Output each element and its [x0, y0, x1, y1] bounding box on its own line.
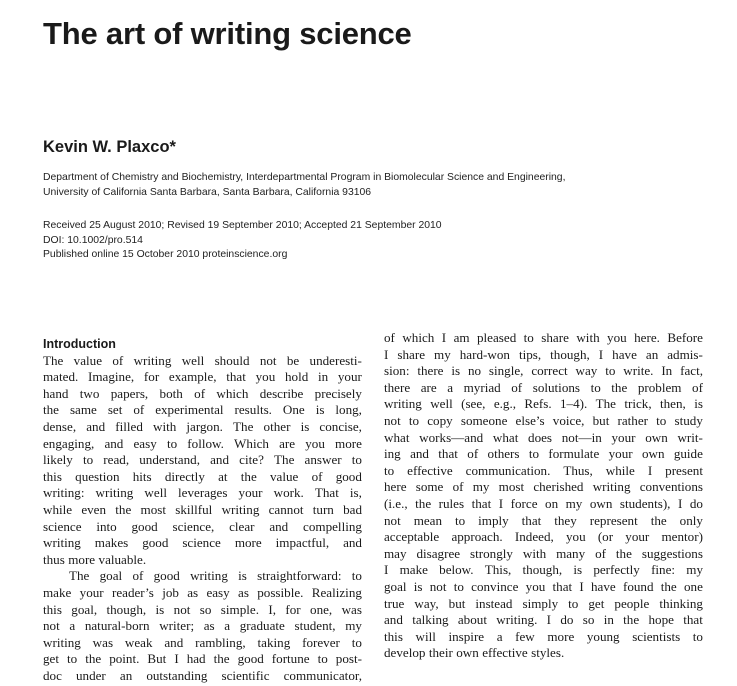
text-line: writing: writing well leverages your work. That is, [43, 485, 362, 501]
text-line: likely to read, understand, and cite? The answer to [43, 452, 362, 468]
text-line: mated. Imagine, for example, that you hold in your [43, 369, 362, 385]
article-title: The art of writing science [43, 16, 412, 51]
author-name: Kevin W. Plaxco* [43, 138, 176, 156]
affiliation [43, 171, 565, 200]
text-line: not to copy someone else’s voice, but rather to study [384, 412, 703, 428]
text-line: I share my hard-won tips, though, I have an admis- [384, 346, 703, 362]
text-line: thus more valuable. [43, 551, 147, 567]
right-column [384, 330, 703, 662]
text-line: writing makes good science more impactful, and [43, 535, 362, 551]
text-line: The value of writing well should not be underesti- [43, 352, 362, 368]
text-line: dense, and filled with jargon. The other is concise, [43, 418, 362, 434]
left-column-body [43, 353, 362, 685]
text-line: what works—and what does not—in your own writ- [384, 429, 703, 445]
doi[interactable]: DOI: 10.1002/pro.514 [43, 234, 143, 246]
text-line: this goal, though, is not so simple. I, for one, was [43, 601, 362, 617]
text-line: not a natural-born writer; as a graduate student, my [43, 618, 362, 634]
text-line: of which I am pleased to share with you here. Before [384, 330, 703, 345]
text-line: writing was weak and rambling, taking forever to [43, 634, 362, 650]
text-line: science into good science, clear and compelling [43, 518, 362, 534]
text-line: hand two papers, both of which describe precisely [43, 385, 362, 401]
text-line: the same set of experimental results. One is long, [43, 402, 362, 418]
text-line: true way, but instead simply to get people thinking [384, 595, 703, 611]
text-line: ing and that of others to formulate your own guide [384, 446, 703, 462]
text-line: not mean to imply that they represent the only [384, 512, 703, 528]
text-line: develop their own effective styles. [384, 645, 565, 661]
published-online: Published online 15 October 2010 proteinscience.org [43, 249, 288, 260]
text-line: get to the point. But I had the good fortune to post- [43, 651, 362, 667]
text-line: this will inspire a few more young scientists to [384, 628, 703, 644]
affiliation-line: University of California Santa Barbara, Santa Barbara, California 93106 [43, 186, 372, 198]
right-column-body [384, 330, 703, 662]
section-heading: Introduction [43, 337, 116, 351]
text-line: The goal of good writing is straightforward: to [69, 568, 362, 584]
received-dates: Received 25 August 2010; Revised 19 September 2010; Accepted 21 September 2010 [43, 220, 442, 231]
text-line: make your reader’s job as easy as possible. Realizing [43, 584, 362, 600]
text-line: engaging, and easy to follow. Which are you more [43, 435, 362, 451]
text-line: writing well (see, e.g., Refs. 1–4). The trick, then, is [384, 396, 703, 412]
text-line: I make below. This, though, is perfectly fine: my [384, 562, 703, 578]
text-line: to effective communication. Thus, while I present [384, 462, 703, 478]
text-line: sion: there is no single, correct way to write. In fact, [384, 363, 703, 379]
text-line: while even the most skillful writing cannot turn bad [43, 501, 362, 517]
text-line: and talking about writing. I do so in the hope that [384, 612, 703, 628]
text-line: (i.e., the rules that I force on my own students), I do [384, 495, 703, 511]
left-column [43, 336, 362, 684]
text-line: acceptable approach. Indeed, you (or your mentor) [384, 529, 703, 545]
affiliation-line: Department of Chemistry and Biochemistry, Interdepartmental Program in Biomolecular Science and Engineering, [43, 172, 566, 183]
text-line: here some of my most cherished writing conventions [384, 479, 703, 495]
text-line: this question hits directly at the value of good [43, 468, 362, 484]
text-line: doc under an outstanding scientific communicator, [43, 667, 362, 683]
text-line: may disagree strongly with many of the suggestions [384, 545, 703, 561]
text-line: there are a myriad of solutions to the problem of [384, 379, 703, 395]
text-line: goal is not to convince you that I have found the one [384, 578, 703, 594]
publication-info [43, 219, 442, 263]
